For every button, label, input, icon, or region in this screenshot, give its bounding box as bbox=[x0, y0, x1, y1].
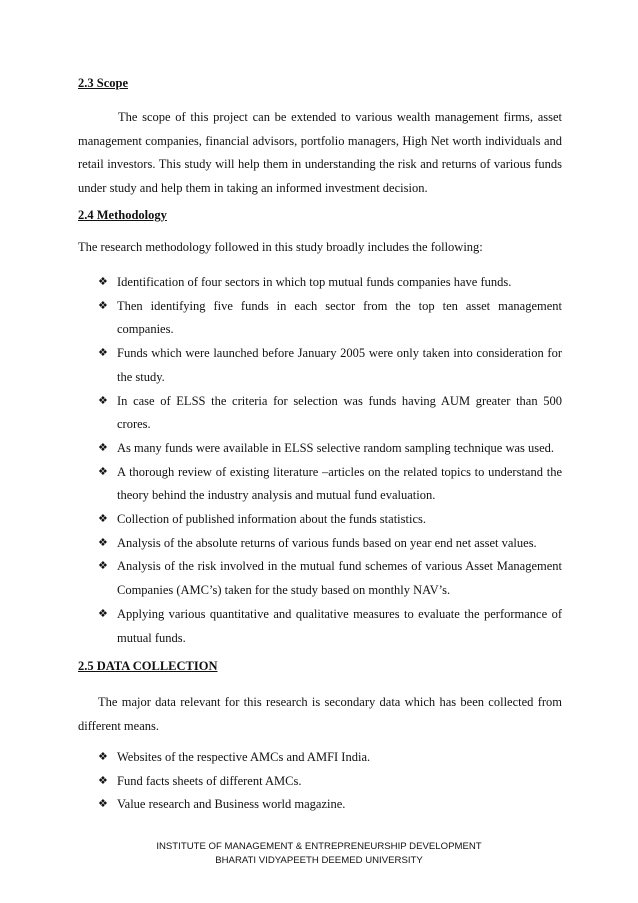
scope-paragraph: The scope of this project can be extended to various wealth management firms, asset management companies, financial advisors, portfolio managers, High Net worth individuals and retail investors. This study will help them in understanding the risk and returns of various funds under study and help them in taking an informed investment decision. bbox=[78, 110, 562, 196]
list-item-text: Websites of the respective AMCs and AMFI India. bbox=[117, 750, 371, 764]
diamond-bullet-icon: ❖ bbox=[98, 607, 108, 620]
page-footer bbox=[0, 840, 638, 867]
list-item-text: Value research and Business world magazine. bbox=[117, 797, 346, 812]
diamond-bullet-icon: ❖ bbox=[98, 299, 108, 312]
diamond-bullet-icon: ❖ bbox=[98, 774, 108, 787]
list-item-text: In case of ELSS the criteria for selection was funds having AUM greater than 500 crores. bbox=[117, 393, 562, 432]
list-item bbox=[78, 390, 562, 437]
list-item bbox=[78, 770, 562, 794]
data-collection-heading: 2.5 DATA COLLECTION bbox=[78, 659, 218, 673]
list-item bbox=[78, 295, 562, 342]
data-collection-intro: The major data relevant for this research is secondary data which has been collected from different means. bbox=[78, 695, 562, 733]
list-item bbox=[78, 746, 562, 770]
methodology-heading: 2.4 Methodology bbox=[78, 208, 167, 222]
list-item bbox=[78, 793, 562, 817]
data-collection-list bbox=[78, 746, 562, 817]
diamond-bullet-icon: ❖ bbox=[98, 347, 108, 360]
list-item-text: Analysis of the risk involved in the mutual fund schemes of various Asset Management Companies (AMC’s) taken for the study based on monthly NAV’s. bbox=[117, 559, 562, 598]
footer-institute: INSTITUTE OF MANAGEMENT & ENTREPRENEURSHIP DEVELOPMENT bbox=[156, 841, 482, 852]
diamond-bullet-icon: ❖ bbox=[98, 465, 108, 478]
list-item bbox=[78, 271, 562, 295]
list-item-text: Collection of published information about the funds statistics. bbox=[117, 512, 426, 527]
list-item-text: A thorough review of existing literature –articles on the related topics to understand the theory behind the industry analysis and mutual fund evaluation. bbox=[117, 464, 562, 503]
scope-heading: 2.3 Scope bbox=[78, 76, 128, 90]
diamond-bullet-icon: ❖ bbox=[98, 276, 108, 288]
list-item bbox=[78, 437, 562, 461]
list-item-text: Identification of four sectors in which top mutual funds companies have funds. bbox=[117, 275, 512, 289]
list-item bbox=[78, 342, 562, 389]
diamond-bullet-icon: ❖ bbox=[98, 751, 108, 763]
diamond-bullet-icon: ❖ bbox=[98, 441, 108, 454]
diamond-bullet-icon: ❖ bbox=[98, 560, 108, 573]
methodology-intro: The research methodology followed in this study broadly includes the following: bbox=[78, 240, 483, 254]
methodology-list bbox=[78, 271, 562, 650]
diamond-bullet-icon: ❖ bbox=[98, 798, 108, 811]
list-item bbox=[78, 532, 562, 556]
list-item-text: Funds which were launched before January 2005 were only taken into consideration for the study. bbox=[117, 346, 562, 384]
diamond-bullet-icon: ❖ bbox=[98, 536, 108, 549]
list-item-text: Fund facts sheets of different AMCs. bbox=[117, 773, 302, 788]
list-item-text: Applying various quantitative and qualitative measures to evaluate the performance of mutual funds. bbox=[117, 606, 562, 645]
list-item-text: Analysis of the absolute returns of various funds based on year end net asset values. bbox=[117, 535, 537, 550]
list-item bbox=[78, 508, 562, 532]
list-item-text: As many funds were available in ELSS selective random sampling technique was used. bbox=[117, 440, 555, 455]
list-item-text: Then identifying five funds in each sector from the top ten asset management companies. bbox=[117, 298, 562, 337]
footer-university: BHARATI VIDYAPEETH DEEMED UNIVERSITY bbox=[215, 854, 423, 866]
diamond-bullet-icon: ❖ bbox=[98, 513, 108, 526]
list-item bbox=[78, 603, 562, 650]
list-item bbox=[78, 555, 562, 602]
diamond-bullet-icon: ❖ bbox=[98, 394, 108, 407]
list-item bbox=[78, 461, 562, 508]
